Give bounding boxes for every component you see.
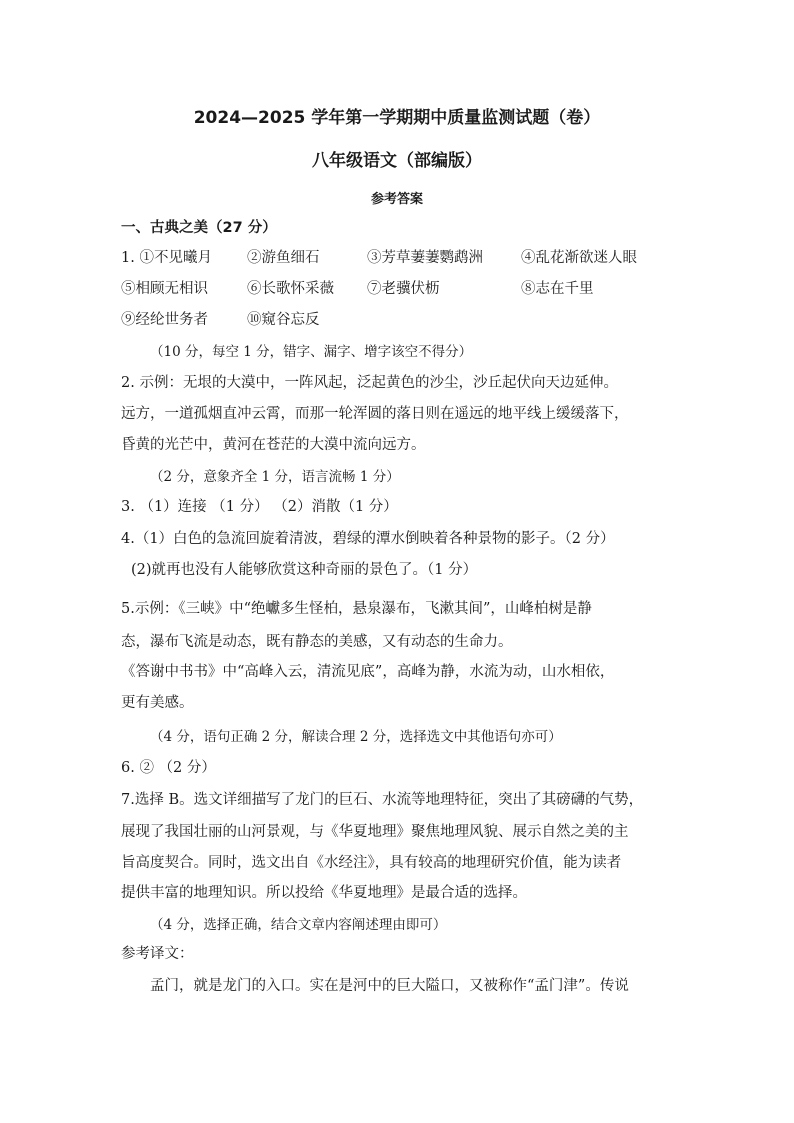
- q6-answer: 6. ② （2 分）: [121, 760, 216, 776]
- q1-answer-3: ③芳草萋萋鹦鹉洲: [367, 250, 483, 266]
- q1-answer-1: 1. ①不见曦月: [121, 250, 212, 266]
- q2-line-1: 2. 示例：无垠的大漠中，一阵风起，泛起黄色的沙尘，沙丘起伏向天边延伸。: [121, 375, 618, 391]
- q7-line-2: 展现了我国壮丽的山河景观，与《华夏地理》聚焦地理风貌、展示自然之美的主: [121, 824, 629, 840]
- q4-line-1: 4.（1）白色的急流回旋着清波，碧绿的潭水倒映着各种景物的影子。（2 分）: [121, 531, 615, 547]
- q7-line-4: 提供丰富的地理知识。所以投给《华夏地理》是最合适的选择。: [121, 885, 527, 901]
- q3-answer: 3. （1）连接 （1 分） （2）消散（1 分）: [121, 499, 398, 515]
- q5-line-2: 态，瀑布飞流是动态，既有静态的美感，又有动态的生命力。: [121, 634, 513, 650]
- q5-line-4: 更有美感。: [121, 695, 194, 711]
- q7-line-3: 旨高度契合。同时，选文出自《水经注》，具有较高的地理研究价值，能为读者: [121, 855, 622, 871]
- q5-line-3: 《答谢中书书》中“高峰入云，清流见底”，高峰为静，水流为动，山水相依，: [121, 664, 615, 680]
- subject-title: 八年级语文（部编版）: [312, 151, 482, 171]
- q5-line-1: 5.示例：《三峡》中“绝巘多生怪柏，悬泉瀑布，飞漱其间”，山峰柏树是静: [121, 601, 592, 617]
- q5-scoring-note: （4 分，语句正确 2 分，解读合理 2 分，选择选文中其他语句亦可）: [150, 729, 562, 745]
- q1-answer-6: ⑥长歌怀采薇: [247, 281, 334, 297]
- q2-scoring-note: （2 分，意象齐全 1 分，语言流畅 1 分）: [150, 469, 400, 485]
- q1-answer-7: ⑦老骥伏枥: [367, 281, 440, 297]
- q1-answer-2: ②游鱼细石: [247, 250, 320, 266]
- q7-line-1: 7.选择 B。选文详细描写了龙门的巨石、水流等地理特征，突出了其磅礴的气势，: [121, 792, 644, 808]
- q1-answer-4: ④乱花渐欲迷人眼: [521, 250, 637, 266]
- q1-answer-8: ⑧志在千里: [521, 281, 594, 297]
- q4-line-2: (2)就再也没有人能够欣赏这种奇丽的景色了。（1 分）: [131, 562, 478, 578]
- section-heading: 一、古典之美（27 分）: [121, 220, 277, 236]
- q1-row-3: [121, 310, 320, 330]
- document-title: 2024—2025 学年第一学期期中质量监测试题（卷）: [193, 108, 601, 128]
- q2-line-3: 昏黄的光芒中，黄河在苍茫的大漠中流向远方。: [121, 437, 426, 453]
- translation-line-1: 孟门，就是龙门的入口。实在是河中的巨大隘口，又被称作“孟门津”。传说: [150, 978, 629, 994]
- q1-answer-10: ⑩窥谷忘反: [247, 312, 320, 328]
- q1-row-1: [121, 248, 637, 268]
- q1-answer-5: ⑤相顾无相识: [121, 281, 208, 297]
- q7-scoring-note: （4 分，选择正确，结合文章内容阐述理由即可）: [150, 917, 447, 933]
- q1-row-2: [121, 279, 594, 299]
- q2-line-2: 远方，一道孤烟直冲云霄，而那一轮浑圆的落日则在遥远的地平线上缓缓落下，: [121, 406, 629, 422]
- q1-answer-9: ⑨经纶世务者: [121, 312, 208, 328]
- q1-scoring-note: （10 分，每空 1 分，错字、漏字、增字该空不得分）: [150, 344, 473, 360]
- answer-key-label: 参考答案: [370, 192, 423, 207]
- translation-heading: 参考译文：: [121, 946, 194, 962]
